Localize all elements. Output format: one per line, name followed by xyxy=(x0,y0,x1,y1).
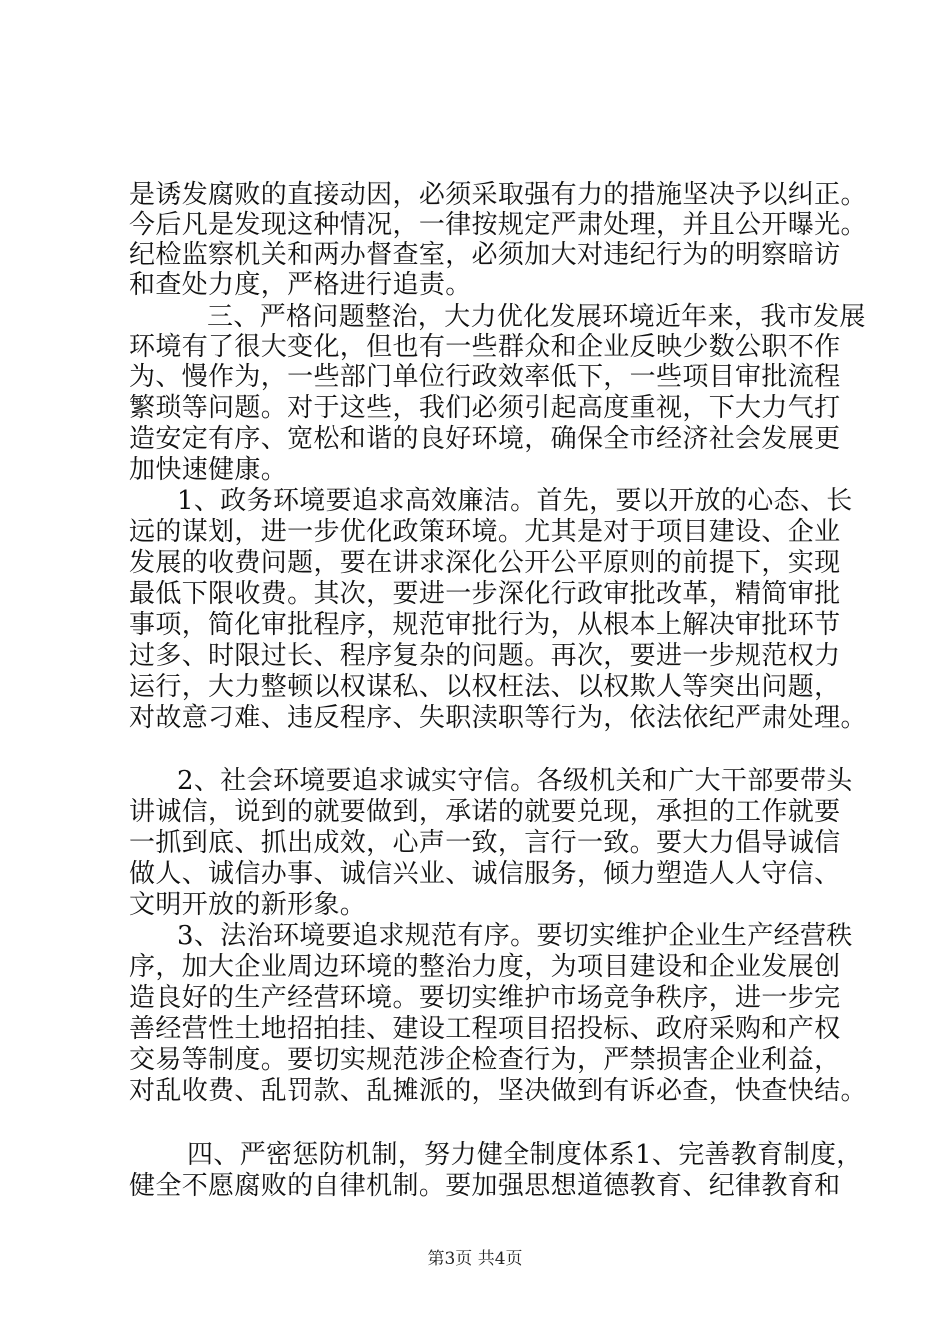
text-line: 过多、时限过长、程序复杂的问题。再次，要进一步规范权力 xyxy=(129,641,841,671)
text-line: 环境有了很大变化，但也有一些群众和企业反映少数公职不作 xyxy=(129,332,841,362)
text-line: 讲诚信，说到的就要做到，承诺的就要兑现，承担的工作就要 xyxy=(129,797,841,827)
text-line: 造安定有序、宽松和谐的良好环境，确保全市经济社会发展更 xyxy=(129,424,841,454)
text-line: 运行，大力整顿以权谋私、以权枉法、以权欺人等突出问题， xyxy=(129,672,841,702)
text-line: 为、慢作为，一些部门单位行政效率低下，一些项目审批流程 xyxy=(129,362,841,392)
text-line: 繁琐等问题。对于这些，我们必须引起高度重视，下大力气打 xyxy=(129,393,841,423)
text-line: 和查处力度，严格进行追责。 xyxy=(129,270,472,300)
text-line: 对乱收费、乱罚款、乱摊派的，坚决做到有诉必查，快查快结。 xyxy=(129,1076,867,1106)
text-line: 最低下限收费。其次，要进一步深化行政审批改革，精简审批 xyxy=(129,579,841,609)
text-line: 远的谋划，进一步优化政策环境。尤其是对于项目建设、企业 xyxy=(129,517,841,547)
text-line: 序，加大企业周边环境的整治力度，为项目建设和企业发展创 xyxy=(129,952,841,982)
page-number: 第3页 共4页 xyxy=(427,1249,523,1269)
text-line: 文明开放的新形象。 xyxy=(129,890,367,920)
text-line: 事项，简化审批程序，规范审批行为，从根本上解决审批环节 xyxy=(129,610,841,640)
text-line: 健全不愿腐败的自律机制。要加强思想道德教育、纪律教育和 xyxy=(129,1171,841,1201)
text-line: 对故意刁难、违反程序、失职渎职等行为，依法依纪严肃处理。 xyxy=(129,703,867,733)
section-heading-line: 三、严格问题整治，大力优化发展环境近年来，我市发展 xyxy=(207,302,866,332)
text-line: 交易等制度。要切实规范涉企检查行为，严禁损害企业利益， xyxy=(129,1045,841,1075)
section-heading-line: 四、严密惩防机制，努力健全制度体系1、完善教育制度， xyxy=(187,1140,863,1170)
paragraph-start-line: 1、政务环境要追求高效廉洁。首先，要以开放的心态、长 xyxy=(177,486,853,516)
text-line: 是诱发腐败的直接动因，必须采取强有力的措施坚决予以纠正。 xyxy=(129,180,867,210)
text-line: 做人、诚信办事、诚信兴业、诚信服务，倾力塑造人人守信、 xyxy=(129,859,841,889)
paragraph-start-line: 2、社会环境要追求诚实守信。各级机关和广大干部要带头 xyxy=(177,766,853,796)
text-line: 造良好的生产经营环境。要切实维护市场竞争秩序，进一步完 xyxy=(129,983,841,1013)
text-line: 今后凡是发现这种情况，一律按规定严肃处理，并且公开曝光。 xyxy=(129,210,867,240)
text-line: 发展的收费问题，要在讲求深化公开公平原则的前提下，实现 xyxy=(129,548,841,578)
text-line: 加快速健康。 xyxy=(129,455,288,485)
paragraph-start-line: 3、法治环境要追求规范有序。要切实维护企业生产经营秩 xyxy=(177,921,853,951)
text-line: 纪检监察机关和两办督查室，必须加大对违纪行为的明察暗访 xyxy=(129,240,841,270)
text-line: 善经营性土地招拍挂、建设工程项目招投标、政府采购和产权 xyxy=(129,1014,841,1044)
text-line: 一抓到底、抓出成效，心声一致，言行一致。要大力倡导诚信 xyxy=(129,828,841,858)
